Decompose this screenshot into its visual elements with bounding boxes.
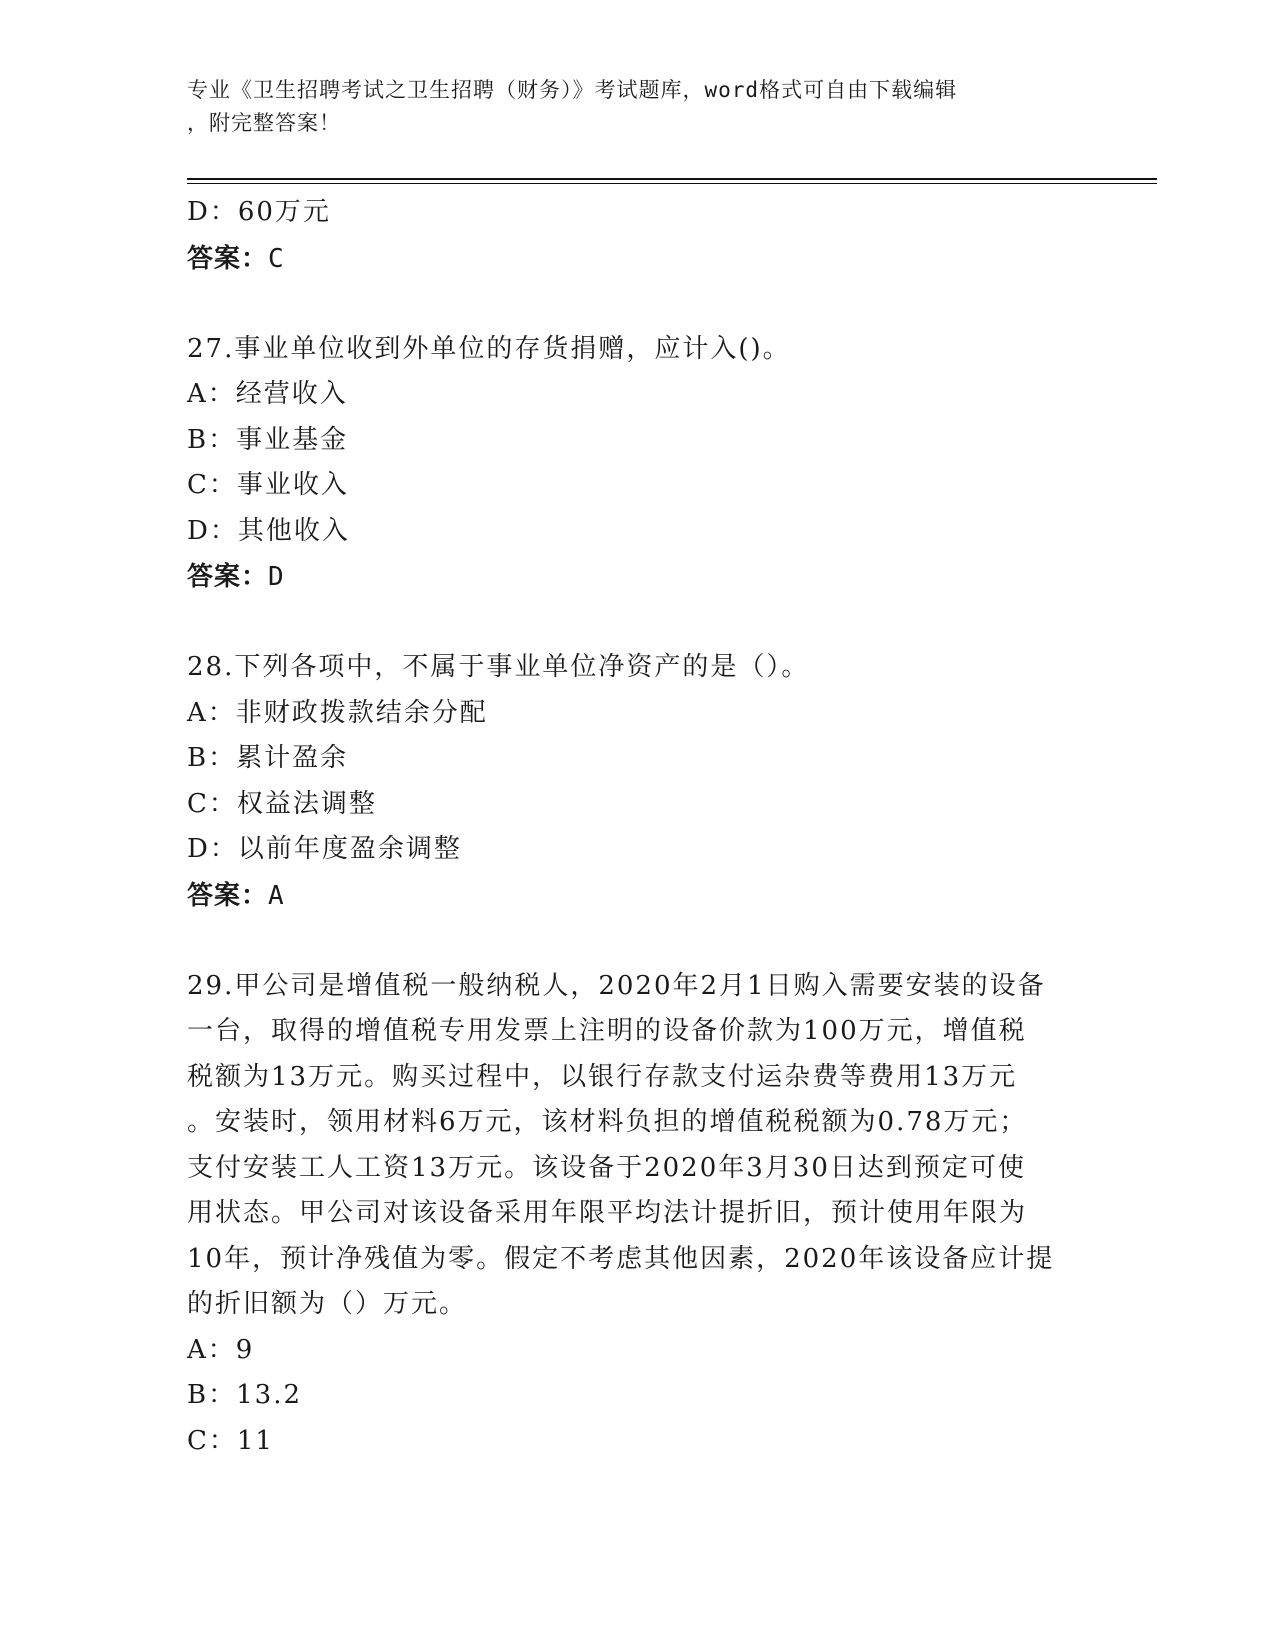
- option-b: B：13.2: [187, 1380, 302, 1410]
- spacer: [187, 282, 1087, 327]
- answer-label: 答案：: [187, 880, 269, 911]
- option-b: B：事业基金: [187, 424, 349, 455]
- question-text-line: 用状态。甲公司对该设备采用年限平均法计提折旧，预计使用年限为: [187, 1198, 1028, 1228]
- answer-value: D: [268, 562, 285, 592]
- question-29: [187, 964, 1087, 1465]
- header-line-2: ，附完整答案！: [187, 111, 341, 135]
- answer-value: C: [268, 243, 285, 274]
- document-header: [187, 74, 1067, 140]
- question-27: [187, 327, 1087, 601]
- question-text-line: 10年，预计净残值为零。假定不考虑其他因素，2020年该设备应计提: [187, 1243, 1055, 1274]
- previous-question-tail: [187, 190, 1087, 282]
- question-text: 27.事业单位收到外单位的存货捐赠，应计入()。: [187, 333, 791, 364]
- question-text-line: 税额为13万元。购买过程中，以银行存款支付运杂费等费用13万元: [187, 1061, 1018, 1092]
- option-d: D：60万元: [187, 197, 331, 227]
- option-a: A：9: [187, 1334, 255, 1365]
- option-a: A：非财政拨款结余分配: [187, 697, 488, 728]
- option-b: B：累计盈余: [187, 743, 349, 773]
- answer-line: [187, 554, 1087, 600]
- question-text-line: 一台，取得的增值税专用发票上注明的设备价款为100万元，增值税: [187, 1016, 1027, 1046]
- answer-label: 答案：: [187, 562, 269, 592]
- option-c: C：权益法调整: [187, 788, 377, 819]
- answer-line: [187, 873, 1087, 919]
- option-c: C：事业收入: [187, 470, 349, 500]
- question-text-line: 支付安装工人工资13万元。该设备于2020年3月30日达到预定可使: [187, 1152, 1026, 1183]
- header-divider-bottom: [187, 183, 1157, 184]
- spacer: [187, 919, 1087, 964]
- option-c: C：11: [187, 1425, 274, 1456]
- answer-label: 答案：: [187, 243, 269, 274]
- header-divider-top: [187, 178, 1157, 180]
- question-content: [187, 190, 1087, 1464]
- question-text-line: 。安装时，领用材料6万元，该材料负担的增值税税额为0.78万元；: [187, 1107, 1028, 1137]
- question-text-line: 的折旧额为（）万元。: [187, 1289, 468, 1319]
- answer-line: [187, 236, 1087, 282]
- header-line-1: 专业《卫生招聘考试之卫生招聘（财务）》考试题库，word格式可自由下载编辑: [187, 78, 958, 102]
- spacer: [187, 600, 1087, 645]
- question-28: [187, 645, 1087, 919]
- option-a: A：经营收入: [187, 379, 348, 409]
- option-d: D：以前年度盈余调整: [187, 834, 462, 864]
- option-d: D：其他收入: [187, 515, 350, 546]
- question-text-line: 29.甲公司是增值税一般纳税人，2020年2月1日购入需要安装的设备: [187, 970, 1046, 1001]
- question-text: 28.下列各项中，不属于事业单位净资产的是（）。: [187, 652, 810, 682]
- answer-value: A: [268, 880, 285, 911]
